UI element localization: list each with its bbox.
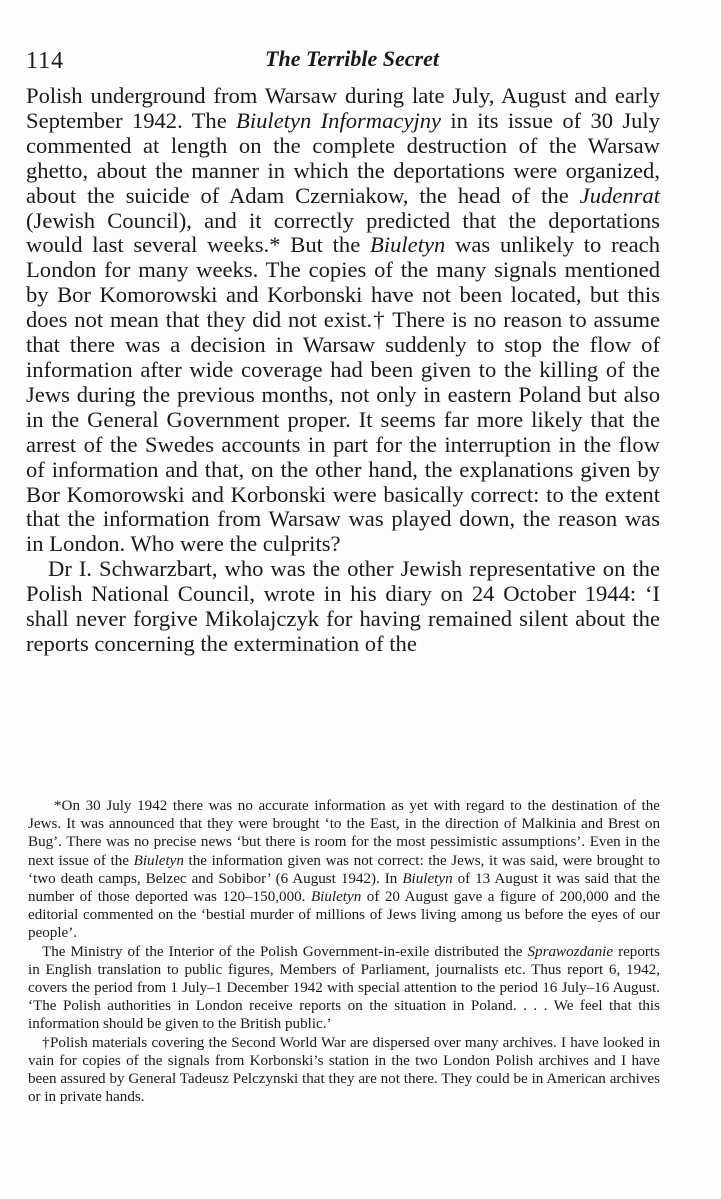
italic-title: Biuletyn [402, 870, 453, 887]
text-run: †Polish materials covering the Second World War are dispersed over many archives. I have looked in vain for copies of the signals from Korbonski’s station in the two London Polish archives and I have been assured by General Tadeusz Pelczynski that they are not there. They could be in American archives or in private hands. [28, 1034, 660, 1106]
text-run: was unlikely to reach London for many weeks. The copies of the many signals mentioned by Bor Komorowski and Korbonski have not been located, but this does not mean that they did not exist.† There is no reason to assume that there was a decision in Warsaw suddenly to stop the flow of information after wide coverage had been given to the killing of the Jews during the previous months, not only in eastern Poland but also in the General Government proper. It seems far more likely that the arrest of the Swedes accounts in part for the interruption in the flow of information and that, on the other hand, the explanations given by Bor Komorowski and Korbonski were basically correct: to the extent that the information from Warsaw was played down, the reason was in London. Who were the culprits? [26, 232, 660, 557]
text-run: of 20 August gave a figure of 200,000 and the editorial commented on the ‘bestial murder of millions of Jews living among us before the eyes of our people’. [28, 889, 660, 942]
running-title: The Terrible Secret [265, 46, 439, 71]
text-run: *On 30 July 1942 there was no accurate information as yet with regard to the destination of the Jews. It was announced that they were brought ‘to the East, in the direction of Malkinia and Brest on Bug’. There was no precise news ‘but there is room for the most pessimistic assumptions’. Even in the next issue of the [28, 798, 660, 869]
italic-title: Biuletyn Informacyjny [236, 107, 442, 133]
text-run: (Jewish Council), and it correctly predicted that the deportations would last several weeks.* But the [26, 207, 660, 258]
page-number: 114 [26, 48, 65, 74]
footnote [28, 943, 660, 1034]
footnotes [28, 797, 660, 1106]
footnote [28, 797, 660, 943]
text-run: Polish underground from Warsaw during late July, August and early September 1942. The [26, 83, 660, 133]
italic-title: Biuletyn [133, 852, 184, 869]
footnote [28, 1034, 660, 1107]
main-text [26, 84, 660, 657]
text-run: reports in English translation to public figures, Members of Parliament, journalists etc. Thus report 6, 1942, covers the period from 1 July–1 December 1942 with special attention to the period 16 July–16 August. ‘The Polish authorities in London receive reports on the situation in Poland. . . . We feel that this information should be given to the British public.’ [28, 943, 660, 1033]
text-run: the information given was not correct: the Jews, it was said, were brought to ‘two death camps, Belzec and Sobibor’ (6 August 1942). In [28, 852, 661, 887]
italic-title: Biuletyn [310, 889, 362, 906]
body-paragraph [26, 84, 660, 557]
page-header [26, 44, 678, 78]
text-run: Dr I. Schwarzbart, who was the other Jewish representative on the Polish National Council, wrote in his diary on 24 October 1944: ‘I shall never forgive Mikolajczyk for having remained silent about the reports concerning the extermination of the [26, 556, 660, 656]
italic-title: Sprawozdanie [527, 943, 614, 960]
text-run: in its issue of 30 July commented at length on the complete destruction of the Warsaw ghetto, about the manner in which the deportations were organized, about the suicide of Adam Czerniakow, the head of the [26, 107, 660, 208]
text-run: of 13 August it was said that the number of those deported was 120–150,000. [28, 870, 660, 906]
italic-title: Biuletyn [370, 232, 446, 258]
text-run: The Ministry of the Interior of the Polish Government-in-exile distributed the [42, 943, 528, 960]
italic-title: Judenrat [579, 182, 660, 208]
body-paragraph [26, 557, 660, 657]
